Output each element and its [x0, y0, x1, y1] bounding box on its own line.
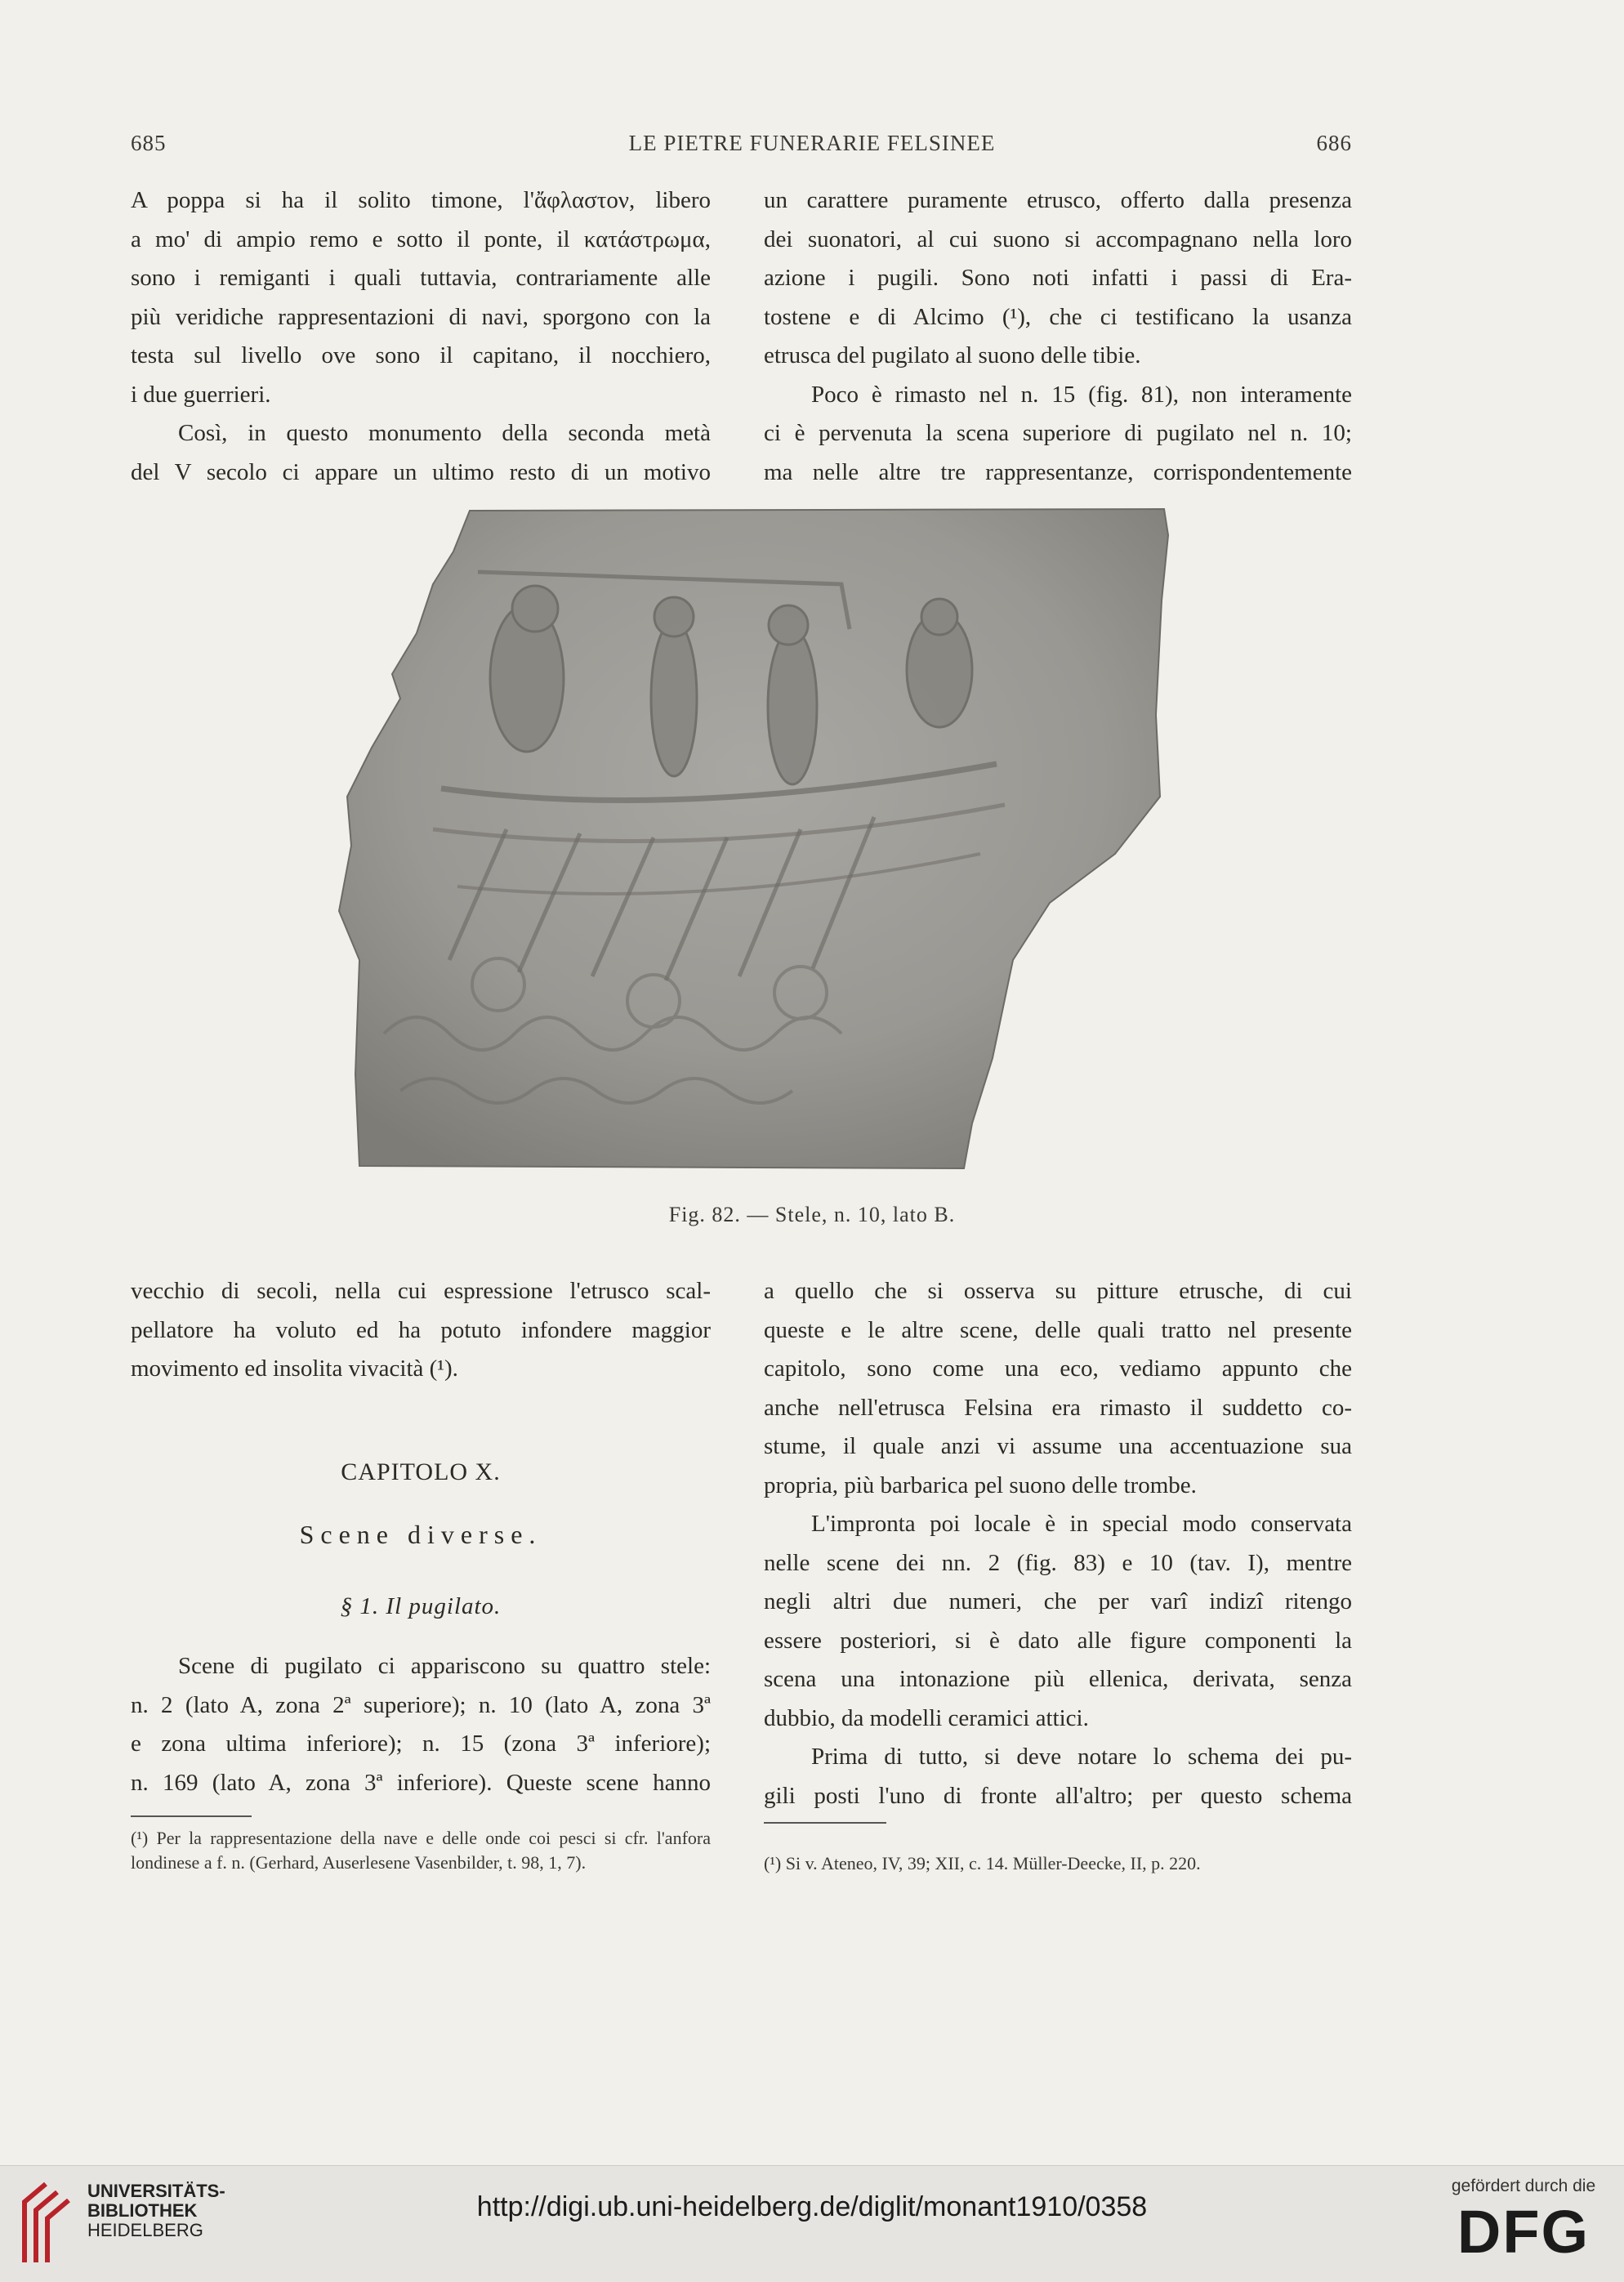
text-line: n. 2 (lato A, zona 2ª superiore); n. 10 (lato A, zona 3ª: [131, 1691, 711, 1718]
digitization-footer: [0, 2165, 1624, 2282]
figure-caption: Fig. 82. — Stele, n. 10, lato B.: [668, 1203, 956, 1226]
text-line: vecchio di secoli, nella cui espressione l'etrusco scal-: [131, 1278, 711, 1304]
text-line: nelle scene dei nn. 2 (fig. 83) e 10 (tav. I), mentre: [764, 1549, 1352, 1576]
footnote-text: (¹) Per la rappresentazione della nave e delle onde coi pesci si cfr. l'anfora londinese a f. n. (Gerhard, Auserlesene Vasenbilder, t. 98, 1, 7).: [131, 1828, 711, 1873]
text-line: testa sul livello ove sono il capitano, il nocchiero,: [131, 342, 711, 368]
chapter-title: Scene diverse.: [299, 1520, 542, 1549]
text-column-section-body: [131, 1647, 711, 1802]
footnote-left: [131, 1826, 711, 1875]
page-number-left: 685: [131, 131, 167, 155]
text-column-top-right: [764, 181, 1352, 492]
text-line: capitolo, sono come una eco, vediamo appunto che: [764, 1355, 1352, 1382]
text-line: etrusca del pugilato al suono delle tibie.: [764, 342, 1141, 368]
footnote-text: (¹) Si v. Ateneo, IV, 39; XII, c. 14. Müller-Deecke, II, p. 220.: [764, 1853, 1201, 1873]
text-line: ci è pervenuta la scena superiore di pugilato nel n. 10;: [764, 420, 1352, 446]
text-line: i due guerrieri.: [131, 381, 271, 408]
library-name-line: UNIVERSITÄTS-: [87, 2181, 225, 2201]
section-heading: § 1. Il pugilato.: [340, 1593, 502, 1619]
chapter-number: CAPITOLO X.: [341, 1458, 501, 1485]
dfg-logo: DFG: [1457, 2198, 1591, 2266]
text-line: n. 169 (lato A, zona 3ª inferiore). Queste scene hanno: [131, 1769, 711, 1796]
text-line: gili posti l'uno di fronte all'altro; per questo schema: [764, 1782, 1352, 1809]
running-title: LE PIETRE FUNERARIE FELSINEE: [628, 131, 996, 155]
text-column-top-left: [131, 181, 711, 492]
digitization-url-link[interactable]: http://digi.ub.uni-heidelberg.de/diglit/monant1910/0358: [476, 2191, 1148, 2222]
text-line: movimento ed insolita vivacità (¹).: [131, 1355, 458, 1382]
footnote-right: [764, 1851, 1352, 1876]
text-line: Poco è rimasto nel n. 15 (fig. 81), non interamente: [811, 381, 1352, 408]
text-column-bottom-right: [764, 1272, 1352, 1815]
library-name-line: BIBLIOTHEK: [87, 2200, 198, 2221]
text-line: propria, più barbarica pel suono delle trombe.: [764, 1471, 1197, 1498]
text-line: Così, in questo monumento della seconda metà: [178, 420, 711, 446]
text-line: essere posteriori, si è dato alle figure componenti la: [764, 1627, 1352, 1654]
page-number-right: 686: [1316, 131, 1352, 155]
text-line: un carattere puramente etrusco, offerto dalla presenza: [764, 187, 1352, 213]
text-line: a quello che si osserva su pitture etrusche, di cui: [764, 1278, 1352, 1304]
footnote-rule-right: [764, 1822, 886, 1824]
text-line: tostene e di Alcimo (¹), che ci testificano la usanza: [764, 303, 1352, 330]
text-line: queste e le altre scene, delle quali tratto nel presente: [764, 1316, 1352, 1343]
stele-photograph: [310, 502, 1176, 1181]
text-line: azione i pugili. Sono noti infatti i passi di Era-: [764, 265, 1352, 291]
text-line: più veridiche rappresentazioni di navi, sporgono con la: [131, 303, 711, 330]
text-line: L'impronta poi locale è in special modo conservata: [811, 1511, 1352, 1537]
text-line: pellatore ha voluto ed ha potuto infondere maggior: [131, 1316, 711, 1343]
text-line: Scene di pugilato ci appariscono su quattro stele:: [178, 1653, 711, 1679]
library-name-line: HEIDELBERG: [87, 2220, 203, 2240]
text-line: stume, il quale anzi vi assume una accentuazione sua: [764, 1433, 1352, 1459]
text-line: Prima di tutto, si deve notare lo schema dei pu-: [811, 1744, 1352, 1770]
text-line: dei suonatori, al cui suono si accompagnano nella loro: [764, 226, 1352, 252]
funded-by-label: gefördert durch die: [1451, 2177, 1596, 2195]
text-column-bottom-left: [131, 1272, 711, 1389]
text-line: negli altri due numeri, che per varî indizî ritengo: [764, 1588, 1352, 1614]
text-line: anche nell'etrusca Felsina era rimasto il suddetto co-: [764, 1394, 1352, 1421]
text-line: scena una intonazione più ellenica, derivata, senza: [764, 1666, 1352, 1692]
text-line: del V secolo ci appare un ultimo resto di un motivo: [131, 458, 711, 485]
text-line: dubbio, da modelli ceramici attici.: [764, 1704, 1089, 1731]
text-line: e zona ultima inferiore); n. 15 (zona 3ª inferiore);: [131, 1730, 711, 1757]
text-line: a mo' di ampio remo e sotto il ponte, il κατάστρωμα,: [131, 226, 711, 252]
text-line: A poppa si ha il solito timone, l'ἄφλαστον, libero: [131, 187, 711, 213]
text-line: sono i remiganti i quali tuttavia, contrariamente alle: [131, 265, 711, 291]
footnote-rule-left: [131, 1815, 252, 1817]
text-line: ma nelle altre tre rappresentanze, corrispondentemente: [764, 458, 1352, 485]
